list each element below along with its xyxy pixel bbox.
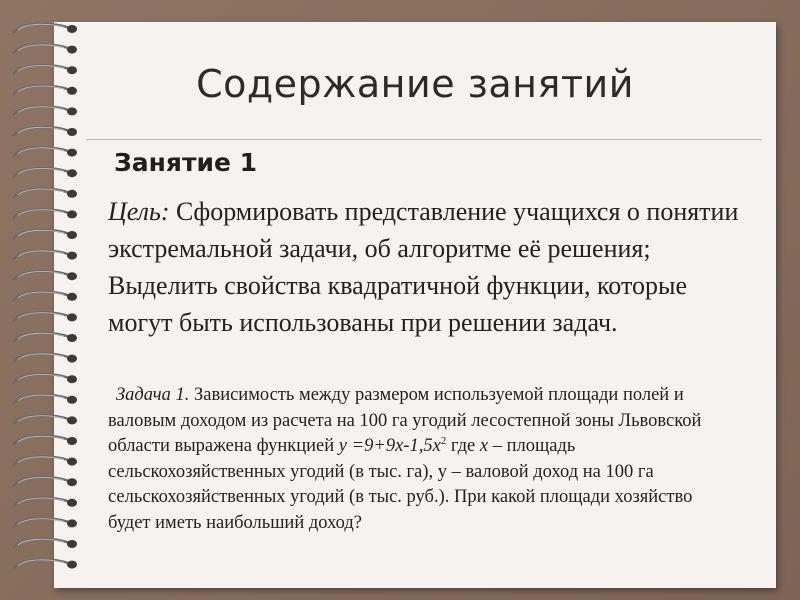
slide-title: Содержание занятий [196, 62, 634, 106]
goal-text: Сформировать представление учащихся о понятии экстремальной задачи, об алгоритме её решения; Выделить свойства квадратичной функции, которые могут быть использованы при решении задач. [108, 197, 739, 337]
spiral-ring-icon [14, 209, 77, 218]
spiral-ring-icon [14, 457, 77, 466]
task-rest: – площадь сельскохозяйственных угодий (в тыс. га), у – валовой доход на 100 га сельскохозяйственных угодий (в тыс. руб.). При какой площади хозяйство будет иметь наибольший доход? [108, 436, 693, 533]
task-label: Задача 1. [116, 385, 190, 405]
spiral-ring-icon [14, 189, 77, 198]
spiral-ring-icon [14, 477, 77, 486]
task-formula: у =9+9х-1,5х [338, 436, 441, 456]
goal-paragraph [108, 193, 740, 341]
spiral-ring-icon [14, 292, 77, 301]
spiral-ring-icon [14, 395, 77, 404]
spiral-ring-icon [14, 518, 77, 527]
task-formula-exponent: 2 [440, 434, 447, 447]
spiral-ring-icon [14, 127, 77, 136]
spiral-ring-icon [14, 436, 77, 445]
spiral-ring-icon [14, 24, 77, 33]
spiral-ring-icon [14, 560, 77, 569]
spiral-ring-icon [14, 539, 77, 548]
spiral-ring-icon [14, 271, 77, 280]
lesson-heading: Занятие 1 [114, 148, 258, 177]
title-divider [86, 139, 762, 140]
spiral-ring-icon [14, 148, 77, 157]
spiral-ring-icon [14, 45, 77, 54]
spiral-ring-icon [14, 168, 77, 177]
task-intro: Зависимость между размером используемой площади полей и валовым доходом из расчета на 100 га угодий лесостепной зоны Львовской области выражена функцией [108, 385, 702, 456]
goal-label: Цель: [108, 197, 170, 226]
spiral-ring-icon [14, 354, 77, 363]
spiral-ring-icon [14, 312, 77, 321]
spiral-ring-icon [14, 333, 77, 342]
task-after-formula: где [446, 436, 480, 456]
spiral-ring-icon [14, 251, 77, 260]
spiral-ring-icon [14, 230, 77, 239]
spiral-ring-icon [14, 106, 77, 115]
spiral-ring-icon [14, 415, 77, 424]
task-paragraph [108, 383, 730, 536]
spiral-ring-icon [14, 374, 77, 383]
task-variable-x: х [479, 436, 489, 456]
spiral-ring-icon [14, 498, 77, 507]
